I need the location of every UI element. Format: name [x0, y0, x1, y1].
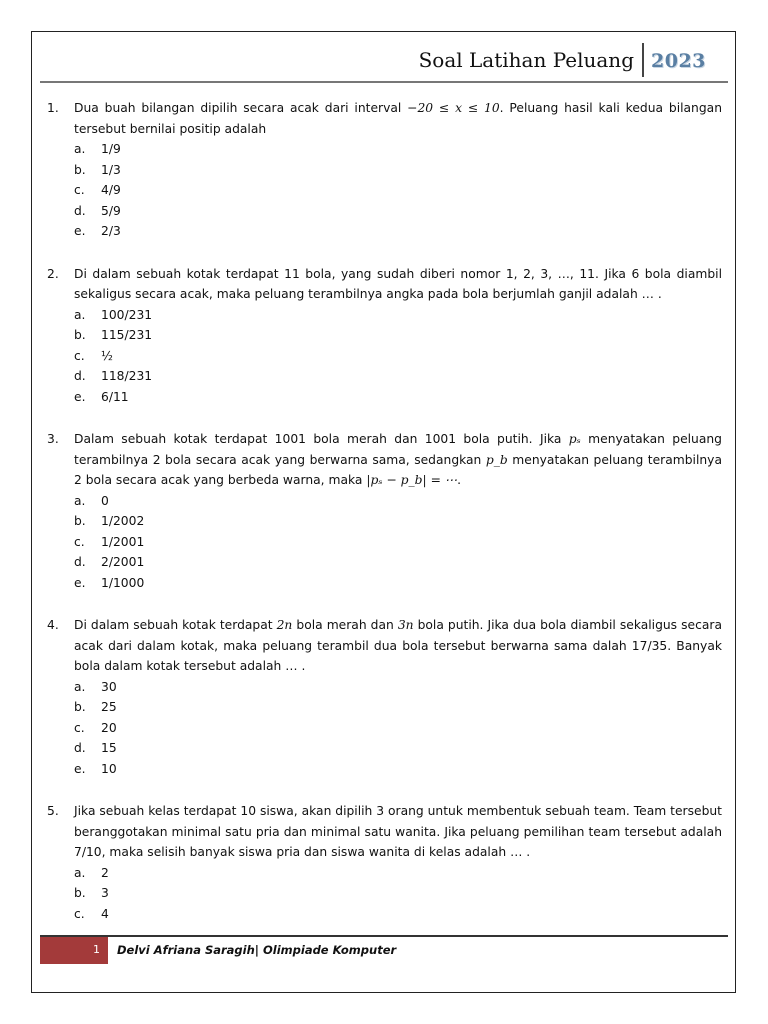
option-text: 1/9	[101, 142, 121, 156]
answer-option	[74, 552, 722, 573]
answer-option	[74, 718, 722, 739]
answer-option	[74, 366, 722, 387]
option-text: 4/9	[101, 183, 121, 197]
option-letter: e.	[74, 575, 86, 590]
option-letter: a.	[74, 679, 86, 694]
question-number: 2.	[47, 266, 59, 281]
answer-option	[74, 201, 722, 222]
answer-option	[74, 573, 722, 594]
option-letter: b.	[74, 886, 86, 900]
option-text: 15	[101, 741, 117, 755]
option-text: 1/3	[101, 162, 121, 177]
answer-option	[74, 325, 722, 346]
question-text-segment: Dua buah bilangan dipilih secara acak dari interval	[74, 101, 408, 115]
answer-option	[74, 738, 722, 759]
option-text: 3	[101, 886, 109, 900]
answer-options	[44, 305, 722, 408]
answer-option	[74, 904, 722, 925]
question-text-segment: . Peluang hasil kali kedua bilangan tersebut bernilai positip adalah	[74, 101, 722, 136]
math-expression: 3n	[397, 618, 414, 632]
math-expression: 2n	[276, 618, 293, 632]
question-text	[74, 429, 722, 491]
option-letter: a.	[74, 865, 86, 880]
answer-options	[44, 139, 722, 242]
page-header	[40, 40, 728, 82]
option-text: 118/231	[101, 369, 153, 383]
header-year: 2023	[651, 50, 706, 72]
option-text: 2/2001	[101, 555, 145, 569]
answer-option	[74, 180, 722, 201]
question-1	[44, 98, 722, 242]
option-letter: d.	[74, 369, 86, 383]
math-expression: |pₛ − p_b| = ⋯	[366, 473, 458, 487]
answer-option	[74, 759, 722, 780]
option-letter: c.	[74, 348, 85, 363]
page-number: 1	[93, 943, 100, 956]
option-text: 1/1000	[101, 575, 145, 590]
question-text-segment: bola putih. Jika dua bola diambil sekaligus secara acak dari dalam kotak, maka peluang terambil dua bola tersebut berwarna sama dalah 17/35. Banyak bola dalam kotak tersebut adalah … .	[74, 618, 722, 673]
option-letter: e.	[74, 761, 86, 776]
option-letter: b.	[74, 700, 86, 714]
option-text: 20	[101, 720, 117, 735]
footer-text: Delvi Afriana Saragih| Olimpiade Komputer	[117, 943, 397, 957]
answer-option	[74, 491, 722, 512]
option-text: ½	[101, 348, 113, 363]
option-letter: b.	[74, 162, 86, 177]
footer-page-badge	[40, 937, 108, 964]
header-rule	[40, 81, 728, 83]
option-letter: d.	[74, 741, 86, 755]
question-text-segment: menyatakan peluang terambilnya 2 bola secara acak yang berbeda warna, maka	[74, 452, 722, 487]
question-text-segment: Di dalam sebuah kotak terdapat	[74, 618, 277, 632]
question-text	[74, 98, 722, 139]
answer-option	[74, 221, 722, 242]
option-text: 115/231	[101, 328, 153, 342]
question-text-segment: bola merah dan	[292, 618, 398, 632]
math-expression: pₛ	[568, 432, 581, 446]
question-number: 1.	[47, 101, 59, 115]
question-number: 3.	[47, 432, 59, 446]
option-text: 4	[101, 906, 109, 921]
option-letter: b.	[74, 514, 86, 528]
option-letter: c.	[74, 534, 85, 549]
answer-options	[44, 677, 722, 780]
math-expression: p_b	[485, 452, 508, 467]
option-text: 2	[101, 865, 109, 880]
option-letter: c.	[74, 906, 85, 921]
question-text-segment: menyatakan peluang terambilnya 2 bola secara acak yang berwarna sama, sedangkan	[74, 432, 722, 467]
header-separator	[642, 43, 644, 77]
question-4	[44, 615, 722, 779]
option-text: 5/9	[101, 203, 121, 218]
option-text: 1/2001	[101, 534, 145, 549]
answer-option	[74, 511, 722, 532]
answer-options	[44, 491, 722, 594]
answer-option	[74, 387, 722, 408]
option-letter: a.	[74, 142, 86, 156]
answer-option	[74, 883, 722, 904]
question-text	[74, 615, 722, 677]
option-letter: c.	[74, 720, 85, 735]
option-letter: e.	[74, 389, 86, 404]
question-number: 4.	[47, 618, 59, 632]
answer-option	[74, 532, 722, 553]
option-letter: b.	[74, 328, 86, 342]
option-text: 25	[101, 700, 117, 714]
question-list	[44, 98, 722, 946]
question-number: 5.	[47, 804, 59, 818]
option-text: 10	[101, 761, 117, 776]
math-expression: −20 ≤ x ≤ 10	[407, 101, 500, 115]
option-text: 1/2002	[101, 514, 145, 528]
option-text: 100/231	[101, 307, 153, 322]
question-2	[44, 264, 722, 408]
answer-options	[44, 863, 722, 925]
option-text: 0	[101, 493, 109, 508]
option-text: 6/11	[101, 389, 129, 404]
question-text	[74, 264, 722, 305]
question-text-segment: Di dalam sebuah kotak terdapat 11 bola, yang sudah diberi nomor 1, 2, 3, …, 11. Jika 6 bola diambil sekaligus secara acak, maka peluang terambilnya angka pada bola berjumlah ganjil adalah … .	[74, 266, 722, 301]
option-letter: d.	[74, 555, 86, 569]
option-text: 2/3	[101, 224, 121, 238]
question-text-segment: .	[457, 473, 462, 487]
option-letter: c.	[74, 183, 85, 197]
question-text-segment: Jika sebuah kelas terdapat 10 siswa, akan dipilih 3 orang untuk membentuk sebuah team. Team tersebut beranggotakan minimal satu pria dan minimal satu wanita. Jika peluang pemilihan team tersebut adalah 7/10, maka selisih banyak siswa pria dan siswa wanita di kelas adalah … .	[74, 804, 722, 859]
option-letter: a.	[74, 307, 86, 322]
header-title: Soal Latihan Peluang	[418, 48, 634, 72]
option-letter: d.	[74, 203, 86, 218]
question-5	[44, 801, 722, 924]
answer-option	[74, 160, 722, 181]
answer-option	[74, 677, 722, 698]
question-text-segment: Dalam sebuah kotak terdapat 1001 bola merah dan 1001 bola putih. Jika	[74, 432, 569, 446]
question-text	[74, 801, 722, 863]
option-letter: a.	[74, 493, 86, 508]
answer-option	[74, 139, 722, 160]
option-text: 30	[101, 679, 117, 694]
footer-rule	[40, 935, 728, 937]
answer-option	[74, 346, 722, 367]
answer-option	[74, 697, 722, 718]
answer-option	[74, 305, 722, 326]
option-letter: e.	[74, 224, 86, 238]
question-3	[44, 429, 722, 593]
answer-option	[74, 863, 722, 884]
